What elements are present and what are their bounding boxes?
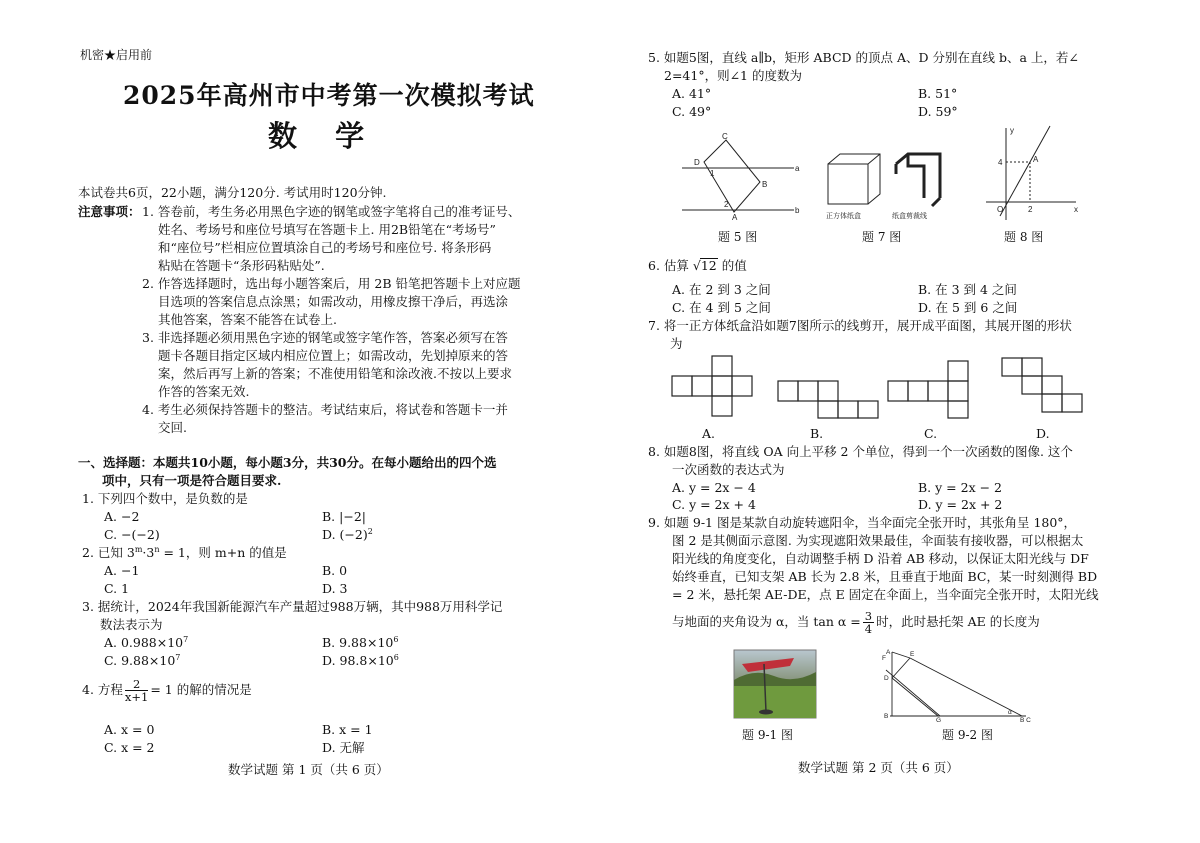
- q7-option-a: A.: [702, 426, 716, 441]
- canopy-line: [886, 670, 940, 716]
- label-o: O: [997, 205, 1004, 214]
- label-a: A: [732, 213, 738, 222]
- note-line: 案，然后再写上新的答案；不准使用铅笔和涂改液.不按以上要求: [158, 366, 512, 381]
- note-line: 和“座位号”栏相应位置填涂自己的考场号和座位号. 将条形码: [158, 240, 492, 255]
- q7-stem: 7. 将一正方体纸盒沿如题7图所示的线剪开，展开成平面图，其展开图的形状: [648, 318, 1072, 333]
- label-angle-2: 2: [724, 200, 729, 209]
- note-line: 其他答案，答案不能答在试卷上.: [158, 312, 337, 327]
- left-page: [78, 0, 563, 843]
- section-heading: 一、选择题：本题共10小题，每小题3分，共30分。在每小题给出的四个选: [78, 455, 497, 470]
- q6-option-b: B. 在 3 到 4 之间: [918, 282, 1017, 297]
- q7-nets: [670, 356, 1110, 426]
- label-bc: B C: [1020, 717, 1031, 724]
- q9-stem-line: 始终垂直，已知支架 AB 长为 2.8 米，且垂直于地面 BC，某一时刻测得 BD: [672, 569, 1098, 584]
- notes-label: 注意事项：: [78, 204, 141, 219]
- page-footer: 数学试题 第 2 页（共 6 页）: [798, 760, 959, 775]
- note-line: 4. 考生必须保持答题卡的整洁。考试结束后，将试卷和答题卡一并: [142, 402, 508, 417]
- q2-stem: 2. 已知 $3^m\cdot 3^n = 1$，则 m+n 的值是: [82, 545, 287, 560]
- label-c: C: [722, 132, 728, 141]
- q4-option-d: D. 无解: [322, 740, 365, 755]
- section-heading-cont: 项中，只有一项是符合题目要求.: [102, 473, 282, 488]
- figure-9-1-caption: 题 9-1 图: [742, 728, 793, 742]
- q5-option-d: D. 59°: [918, 104, 958, 119]
- q5-option-c: C. 49°: [672, 104, 712, 119]
- confidential-mark: 机密★启用前: [80, 48, 153, 62]
- note-line: 交回.: [158, 420, 187, 435]
- label-line-a: a: [795, 164, 800, 173]
- q1-option-b: B. |−2|: [322, 509, 366, 524]
- label-b: B: [762, 180, 768, 189]
- q2-option-d: D. 3: [322, 581, 348, 596]
- label-d: D: [884, 675, 889, 682]
- net-d: [1002, 358, 1082, 412]
- q1-option-d: D. $(-2)^2$: [322, 527, 373, 542]
- figure-8: [980, 124, 1080, 224]
- note-line: 姓名、考场号和座位号填写在答题卡上. 用2B铅笔在“考场号”: [158, 222, 496, 237]
- label-e: E: [910, 651, 915, 658]
- figure-7-sub-1: 正方体纸盒: [826, 213, 861, 220]
- q3-option-b: B. $9.88\times 10^6$: [322, 635, 399, 650]
- q7-option-b: B.: [810, 426, 824, 441]
- net-a: [672, 356, 752, 416]
- q6-option-a: A. 在 2 到 3 之间: [672, 282, 771, 297]
- q8-stem: 8. 如题8图，将直线 OA 向上平移 2 个单位，得到一个一次函数的图像. 这个: [648, 444, 1073, 459]
- q2-option-c: C. 1: [104, 581, 130, 596]
- q3-stem: 3. 据统计，2024年我国新能源汽车产量超过988万辆，其中988万用科学记: [82, 599, 503, 614]
- figure-9-2-caption: 题 9-2 图: [942, 728, 993, 742]
- exam-intro: 本试卷共6页，22小题，满分120分. 考试用时120分钟.: [78, 185, 387, 200]
- q1-option-a: A. −2: [104, 509, 140, 524]
- figure-7-caption: 题 7 图: [862, 230, 902, 244]
- figure-5: [682, 132, 812, 227]
- figure-7-sub-2: 纸盒剪裁线: [892, 213, 927, 220]
- q4-option-c: C. x = 2: [104, 740, 155, 755]
- label-line-b: b: [795, 206, 800, 215]
- q4-option-a: A. x = 0: [104, 722, 155, 737]
- figure-9-2: [880, 650, 1040, 722]
- label-b: B: [884, 713, 889, 720]
- label-g: G: [936, 717, 942, 724]
- figure-5-caption: 题 5 图: [718, 230, 758, 244]
- note-line: 粘贴在答题卡“条形码粘贴处”.: [158, 258, 325, 273]
- q5-option-b: B. 51°: [918, 86, 958, 101]
- q8-stem-cont: 一次函数的表达式为: [672, 462, 785, 477]
- label-angle-1: 1: [710, 169, 715, 178]
- q3-option-c: C. $9.88\times 10^7$: [104, 653, 181, 668]
- q1-stem: 1. 下列四个数中，是负数的是: [82, 491, 248, 506]
- q8-option-d: D. y = 2x + 2: [918, 497, 1003, 512]
- q1-option-c: C. −(−2): [104, 527, 160, 542]
- q9-stem-line: 图 2 是其侧面示意图. 为实现遮阳效果最佳，伞面装有接收器，可以根据太: [672, 533, 1084, 548]
- q3-option-d: D. $98.8\times 10^6$: [322, 653, 399, 668]
- q7-stem-cont: 为: [670, 336, 683, 351]
- q8-option-b: B. y = 2x − 2: [918, 480, 1002, 495]
- figure-7: [824, 150, 954, 225]
- q9-stem: 9. 如题 9-1 图是某款自动旋转遮阳伞，当伞面完全张开时，其张角呈 180°，: [648, 515, 1077, 530]
- note-line: 1. 答卷前，考生务必用黑色字迹的钢笔或签字笔将自己的准考证号、: [142, 204, 521, 219]
- q5-stem-cont: 2=41°，则∠1 的度数为: [664, 68, 802, 83]
- figure-8-caption: 题 8 图: [1004, 230, 1044, 244]
- label-alpha: α: [1008, 709, 1012, 716]
- label-y: y: [1010, 126, 1014, 135]
- exam-title: 2025年高州市中考第一次模拟考试: [123, 81, 535, 110]
- q9-stem-line: = 2 米，悬托架 AE-DE，点 E 固定在伞面上，当伞面完全张开时，太阳光线: [672, 587, 1099, 602]
- note-line: 2. 作答选择题时，选出每小题答案后，用 2B 铅笔把答题卡上对应题: [142, 276, 521, 291]
- tan-fraction: $\frac{3}{4}$: [864, 609, 873, 637]
- page-footer: 数学试题 第 1 页（共 6 页）: [228, 762, 389, 777]
- q3-stem-cont: 数法表示为: [100, 617, 163, 632]
- q2-option-a: A. −1: [104, 563, 140, 578]
- q5-option-a: A. 41°: [672, 86, 712, 101]
- q8-option-a: A. y = 2x − 4: [672, 480, 756, 495]
- net-c: [888, 361, 968, 418]
- q8-option-c: C. y = 2x + 4: [672, 497, 756, 512]
- q4-fraction: $\frac{2}{x+1}$: [124, 677, 149, 705]
- q6-option-d: D. 在 5 到 6 之间: [918, 300, 1018, 315]
- label-a: A: [1033, 155, 1039, 164]
- q6-stem: 6. 估算 √12 的值: [648, 258, 747, 273]
- q6-option-c: C. 在 4 到 5 之间: [672, 300, 771, 315]
- q9-stem-last: 与地面的夹角设为 α，当 tan α = $\frac{3}{4}$ 时，此时悬托架 AE 的长度为: [672, 609, 1040, 637]
- q7-option-d: D.: [1036, 426, 1050, 441]
- q5-stem: 5. 如题5图，直线 a∥b，矩形 ABCD 的顶点 A、D 分别在直线 b、a 上，若∠: [648, 50, 1079, 65]
- q4-stem: 4. 方程 $\frac{2}{x+1}$ = 1 的解的情况是: [82, 677, 252, 705]
- q9-stem-line: 阳光线的角度变化，自动调整手柄 D 沿着 AB 移动，以保证太阳光线与 DF: [672, 551, 1089, 566]
- label-4: 4: [998, 158, 1003, 167]
- right-page: [648, 0, 1107, 843]
- umbrella-photo: [734, 650, 816, 718]
- label-d: D: [694, 158, 700, 167]
- q3-option-a: A. $0.988\times 10^7$: [104, 635, 189, 650]
- note-line: 作答的答案无效.: [158, 384, 250, 399]
- net-b: [778, 381, 878, 418]
- q4-option-b: B. x = 1: [322, 722, 373, 737]
- q7-option-c: C.: [924, 426, 938, 441]
- label-x: x: [1074, 205, 1078, 214]
- label-a: A: [886, 649, 891, 656]
- note-line: 目选项的答案信息点涂黑；如需改动，用橡皮擦干净后，再选涂: [158, 294, 509, 309]
- note-line: 题卡各题目指定区域内相应位置上；如需改动，先划掉原来的答: [158, 348, 509, 363]
- label-2: 2: [1028, 205, 1033, 214]
- note-line: 3. 非选择题必须用黑色字迹的钢笔或签字笔作答，答案必须写在答: [142, 330, 508, 345]
- cube-back: [828, 154, 880, 204]
- label-f: F: [882, 655, 886, 662]
- q2-option-b: B. 0: [322, 563, 348, 578]
- cube-front: [828, 164, 868, 204]
- subject-title: 数 学: [268, 119, 379, 153]
